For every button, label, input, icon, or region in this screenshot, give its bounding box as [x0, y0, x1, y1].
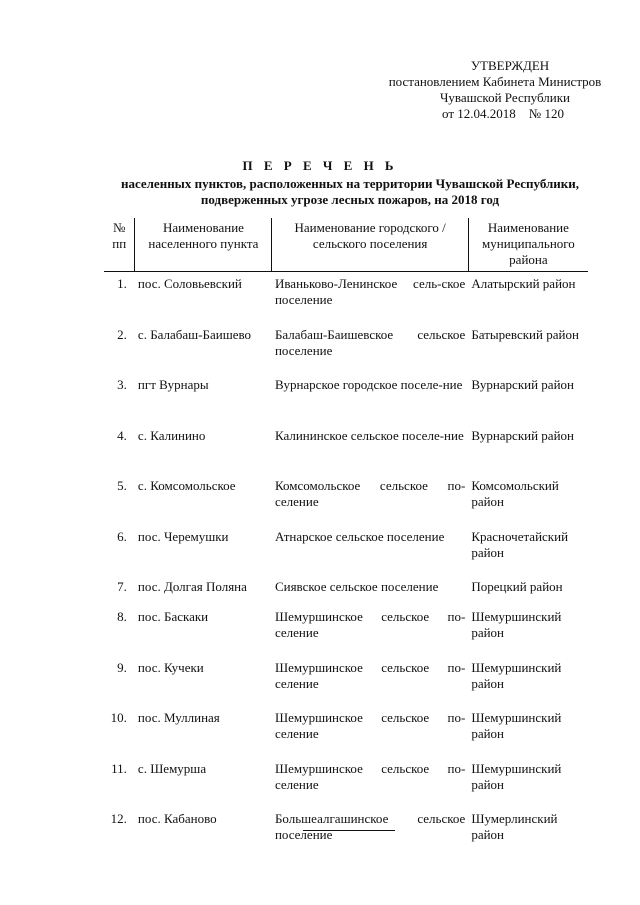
- row-num: 5.: [117, 478, 127, 493]
- table-row: [104, 577, 588, 607]
- row-place: пос. Кучеки: [137, 659, 204, 675]
- row-municipality: Вурнарский район: [471, 427, 574, 443]
- document-title: П Е Р Е Ч Е Н Ь: [242, 158, 398, 173]
- table-row: [104, 708, 588, 759]
- table-row: [104, 272, 588, 325]
- row-settlement: Калининское сельское поселе-ние: [274, 427, 464, 443]
- table-row: [104, 426, 588, 477]
- document-subtitle: населенных пунктов, расположенных на территории Чувашской Республики, подверженных угрозе лесных пожаров, на 2018 год: [120, 176, 580, 207]
- row-num: 4.: [117, 427, 127, 443]
- approval-date-number: от 12.04.2018 № 120: [442, 106, 564, 121]
- row-num: 6.: [117, 528, 127, 544]
- row-settlement: Шемуршинское сельское по-селение: [274, 760, 466, 792]
- row-settlement: Атнарское сельское поселение: [274, 528, 445, 544]
- table-row: [104, 607, 588, 658]
- end-divider: [303, 830, 395, 831]
- row-municipality: Шумерлинский район: [471, 811, 558, 842]
- header-settlement: Наименование городского / сельского поселения: [272, 218, 468, 272]
- row-place: с. Калинино: [137, 427, 206, 443]
- header-num: № пп: [104, 218, 135, 272]
- table-row: [104, 375, 588, 426]
- table-row: [104, 759, 588, 810]
- row-num: 12.: [110, 811, 127, 826]
- row-settlement: Большеалгашинское сельское поселение: [274, 811, 466, 842]
- table-header-row: [104, 218, 588, 272]
- row-num: 11.: [111, 760, 127, 776]
- row-municipality: Комсомольский район: [471, 478, 559, 509]
- table-row: [104, 476, 588, 527]
- row-settlement: Иваньково-Ленинское сель-ское поселение: [274, 276, 466, 307]
- row-num: 10.: [110, 710, 127, 725]
- header-municipality: Наименование муниципального района: [468, 218, 588, 272]
- row-municipality: Батыревский район: [471, 326, 579, 342]
- approval-block: [360, 58, 630, 122]
- row-municipality: Шемуршинский район: [471, 710, 562, 741]
- row-num: 7.: [117, 579, 127, 594]
- row-municipality: Порецкий район: [471, 579, 563, 594]
- row-num: 9.: [117, 659, 127, 675]
- row-municipality: Алатырский район: [471, 276, 576, 291]
- settlements-table: [104, 218, 588, 860]
- row-place: с. Комсомольское: [137, 478, 236, 493]
- approval-issuer: постановлением Кабинета Министров: [388, 74, 602, 89]
- row-settlement: Вурнарское городское поселе-ние: [274, 377, 463, 392]
- row-place: пгт Вурнары: [137, 377, 209, 392]
- row-municipality: Красночетайский район: [471, 528, 569, 560]
- row-place: пос. Долгая Поляна: [137, 579, 247, 594]
- approval-heading: УТВЕРЖДЕН: [470, 58, 550, 73]
- header-place: Наименование населенного пункта: [135, 218, 272, 272]
- row-num: 3.: [117, 377, 127, 392]
- row-place: пос. Муллиная: [137, 710, 220, 725]
- row-settlement: Шемуршинское сельское по-селение: [274, 659, 466, 691]
- row-place: с. Шемурша: [137, 760, 207, 776]
- row-settlement: Шемуршинское сельское по-селение: [274, 710, 466, 741]
- row-num: 8.: [117, 609, 127, 624]
- table-row: [104, 658, 588, 709]
- row-municipality: Шемуршинский район: [471, 659, 562, 691]
- row-place: пос. Соловьевский: [137, 276, 242, 291]
- approval-republic: Чувашской Республики: [439, 90, 571, 105]
- row-place: с. Балабаш-Баишево: [137, 326, 252, 342]
- row-settlement: Комсомольское сельское по-селение: [274, 478, 466, 509]
- table-row: [104, 527, 588, 578]
- row-settlement: Шемуршинское сельское по-селение: [274, 609, 466, 640]
- row-place: пос. Баскаки: [137, 609, 209, 624]
- row-settlement: Сиявское сельское поселение: [274, 579, 439, 594]
- row-num: 2.: [117, 326, 127, 342]
- row-municipality: Шемуршинский район: [471, 760, 562, 792]
- row-settlement: Балабаш-Баишевское сельское поселение: [274, 326, 466, 358]
- row-municipality: Шемуршинский район: [471, 609, 562, 640]
- row-num: 1.: [117, 276, 127, 291]
- row-place: пос. Черемушки: [137, 528, 229, 544]
- row-place: пос. Кабаново: [137, 811, 217, 826]
- row-municipality: Вурнарский район: [471, 377, 574, 392]
- table-row: [104, 809, 588, 860]
- table-row: [104, 325, 588, 376]
